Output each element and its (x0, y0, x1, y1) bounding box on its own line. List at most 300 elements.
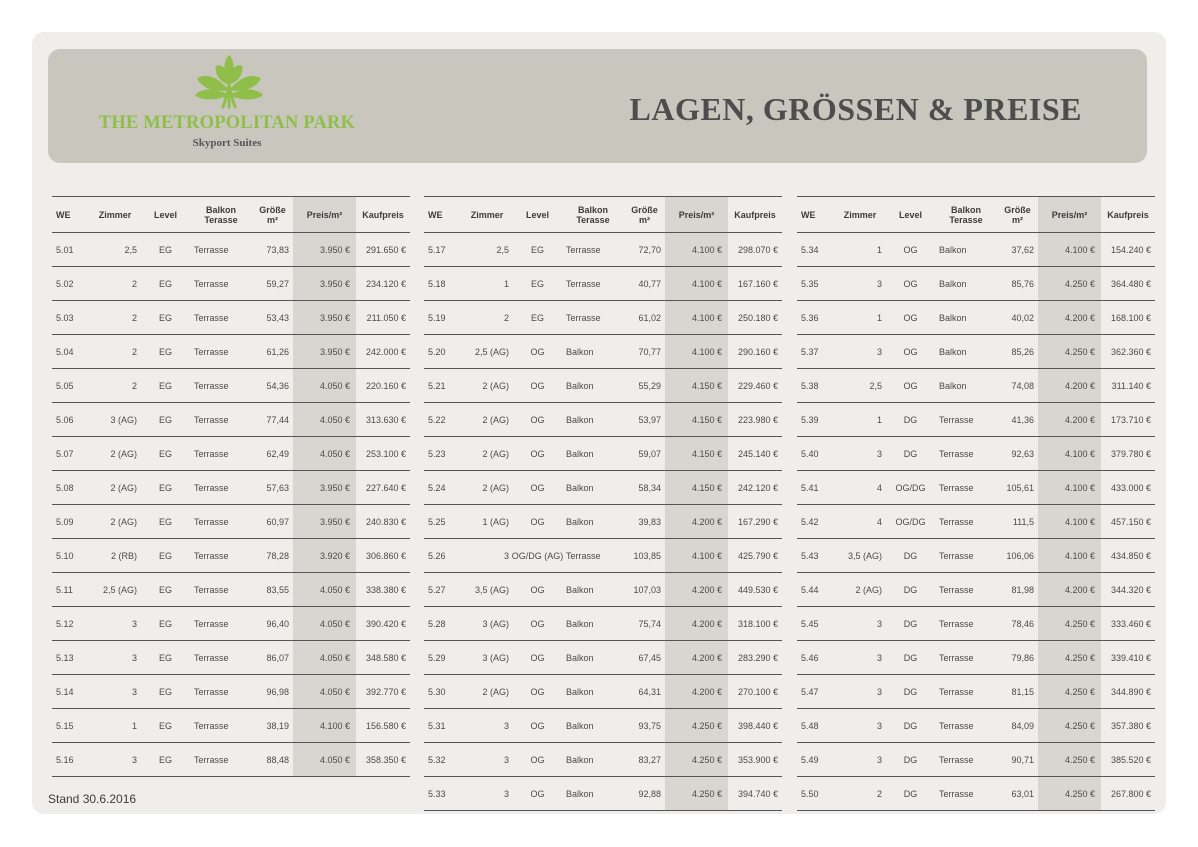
cell-kaufpreis: 173.710 € (1110, 414, 1151, 425)
cell-kaufpreis: 234.120 € (365, 278, 406, 289)
cell-level: EG (158, 448, 172, 459)
cell-zimmer: 3 (876, 686, 882, 697)
cell-level: OG (530, 346, 545, 357)
cell-kaufpreis: 392.770 € (365, 686, 406, 697)
cell-level: EG (158, 278, 172, 289)
cell-kaufpreis: 318.100 € (737, 618, 778, 629)
cell-preis: 4.100 € (665, 301, 728, 334)
cell-balkon: Terrasse (939, 720, 974, 731)
cell-zimmer: 3 (876, 754, 882, 765)
cell-groesse: 105,61 (1006, 482, 1034, 493)
cell-preis: 4.200 € (665, 641, 728, 674)
cell-groesse: 73,83 (266, 244, 289, 255)
cell-kaufpreis: 168.100 € (1110, 312, 1151, 323)
cell-kaufpreis: 267.800 € (1110, 788, 1151, 799)
table-row (424, 403, 782, 437)
cell-groesse: 81,98 (1011, 584, 1034, 595)
cell-we: 5.19 (428, 312, 446, 323)
cell-we: 5.32 (428, 754, 446, 765)
cell-preis: 4.100 € (293, 709, 356, 742)
cell-zimmer: 2 (AG) (482, 414, 509, 425)
column-header-kaufpreis: Kaufpreis (734, 209, 776, 220)
cell-we: 5.30 (428, 686, 446, 697)
cell-balkon: Terrasse (194, 312, 229, 323)
cell-level: OG (903, 346, 918, 357)
cell-groesse: 83,27 (638, 754, 661, 765)
cell-balkon: Terrasse (939, 652, 974, 663)
cell-preis: 4.250 € (665, 777, 728, 810)
cell-kaufpreis: 390.420 € (365, 618, 406, 629)
cell-preis: 4.200 € (665, 607, 728, 640)
cell-preis: 4.250 € (665, 709, 728, 742)
cell-groesse: 96,98 (266, 686, 289, 697)
cell-we: 5.15 (56, 720, 74, 731)
cell-preis: 4.200 € (1038, 403, 1101, 436)
cell-level: EG (530, 278, 544, 289)
cell-zimmer: 2 (AG) (110, 516, 137, 527)
cell-zimmer: 1 (876, 312, 882, 323)
cell-groesse: 61,02 (638, 312, 661, 323)
cell-we: 5.43 (801, 550, 819, 561)
column-header-kaufpreis: Kaufpreis (362, 209, 404, 220)
cell-groesse: 40,77 (638, 278, 661, 289)
cell-preis: 4.250 € (1038, 607, 1101, 640)
cell-preis: 4.250 € (1038, 641, 1101, 674)
table-row (424, 437, 782, 471)
table-row (424, 505, 782, 539)
cell-balkon: Terrasse (194, 414, 229, 425)
table-row (52, 437, 410, 471)
column-header-kaufpreis: Kaufpreis (1107, 209, 1149, 220)
cell-level: EG (158, 584, 172, 595)
cell-we: 5.11 (56, 584, 73, 595)
table-row (424, 675, 782, 709)
cell-balkon: Terrasse (194, 380, 229, 391)
cell-preis: 4.150 € (665, 437, 728, 470)
cell-groesse: 40,02 (1011, 312, 1034, 323)
cell-kaufpreis: 211.050 € (366, 312, 406, 323)
cell-balkon: Balkon (939, 346, 967, 357)
column-header-groesse: Größe m² (1004, 204, 1031, 225)
cell-level: OG/DG (AG) (511, 550, 564, 561)
cell-we: 5.42 (801, 516, 819, 527)
table-row (797, 539, 1155, 573)
cell-kaufpreis: 253.100 € (365, 448, 406, 459)
cell-level: DG (903, 550, 918, 561)
cell-preis: 3.950 € (293, 301, 356, 334)
column-header-balkon: Balkon Terasse (949, 204, 983, 225)
cell-preis: 4.150 € (665, 369, 728, 402)
cell-zimmer: 2 (AG) (110, 448, 137, 459)
cell-preis: 4.250 € (1038, 675, 1101, 708)
cell-groesse: 79,86 (1011, 652, 1034, 663)
cell-balkon: Terrasse (194, 346, 229, 357)
table-row (52, 335, 410, 369)
cell-zimmer: 3 (876, 448, 882, 459)
table-header-row (797, 196, 1155, 233)
cell-preis: 4.200 € (665, 675, 728, 708)
cell-groesse: 37,62 (1011, 244, 1034, 255)
cell-level: DG (903, 686, 918, 697)
cell-we: 5.04 (56, 346, 74, 357)
column-header-preis: Preis/m² (293, 197, 356, 232)
table-row (797, 675, 1155, 709)
cell-kaufpreis: 457.150 € (1110, 516, 1151, 527)
cell-groesse: 88,48 (266, 754, 289, 765)
cell-preis: 4.200 € (1038, 369, 1101, 402)
cell-zimmer: 3 (AG) (482, 652, 509, 663)
cell-level: OG (530, 686, 545, 697)
cell-preis: 4.200 € (665, 573, 728, 606)
cell-we: 5.14 (56, 686, 74, 697)
cell-we: 5.49 (801, 754, 819, 765)
table-row (797, 369, 1155, 403)
cell-level: EG (158, 346, 172, 357)
cell-level: OG (903, 244, 918, 255)
cell-zimmer: 3 (131, 652, 137, 663)
cell-level: EG (530, 244, 544, 255)
cell-groesse: 64,31 (638, 686, 661, 697)
cell-preis: 4.050 € (293, 573, 356, 606)
cell-kaufpreis: 245.140 € (737, 448, 778, 459)
cell-balkon: Terrasse (194, 516, 229, 527)
cell-preis: 4.050 € (293, 369, 356, 402)
cell-we: 5.48 (801, 720, 819, 731)
cell-zimmer: 2 (131, 278, 137, 289)
cell-we: 5.40 (801, 448, 819, 459)
cell-zimmer: 3,5 (AG) (474, 584, 509, 595)
cell-groesse: 57,63 (266, 482, 289, 493)
table-row (52, 403, 410, 437)
table-row (424, 777, 782, 811)
table-row (797, 335, 1155, 369)
cell-groesse: 78,46 (1011, 618, 1034, 629)
tree-logo-icon (193, 55, 265, 113)
cell-we: 5.01 (56, 244, 74, 255)
cell-we: 5.39 (801, 414, 819, 425)
cell-we: 5.47 (801, 686, 819, 697)
cell-kaufpreis: 358.350 € (365, 754, 406, 765)
cell-kaufpreis: 242.000 € (365, 346, 406, 357)
cell-zimmer: 2 (AG) (482, 482, 509, 493)
cell-groesse: 53,43 (266, 312, 289, 323)
cell-zimmer: 2 (RB) (110, 550, 137, 561)
column-header-zimmer: Zimmer (470, 209, 504, 220)
cell-kaufpreis: 227.640 € (365, 482, 406, 493)
cell-level: DG (903, 584, 918, 595)
cell-groesse: 92,63 (1011, 448, 1034, 459)
cell-groesse: 62,49 (266, 448, 289, 459)
cell-groesse: 83,55 (266, 584, 289, 595)
cell-balkon: Balkon (566, 720, 594, 731)
column-header-zimmer: Zimmer (843, 209, 877, 220)
table-row (797, 267, 1155, 301)
price-table-1 (52, 196, 410, 777)
cell-preis: 4.200 € (1038, 573, 1101, 606)
cell-preis: 4.100 € (665, 267, 728, 300)
cell-preis: 4.050 € (293, 607, 356, 640)
column-header-level: Level (153, 209, 177, 220)
price-table-2 (424, 196, 782, 811)
table-row (797, 437, 1155, 471)
cell-we: 5.22 (428, 414, 446, 425)
cell-balkon: Terrasse (939, 686, 974, 697)
cell-balkon: Terrasse (194, 618, 229, 629)
cell-zimmer: 2 (876, 788, 882, 799)
cell-level: OG (903, 380, 918, 391)
cell-kaufpreis: 364.480 € (1110, 278, 1151, 289)
cell-kaufpreis: 250.180 € (737, 312, 778, 323)
cell-kaufpreis: 344.320 € (1110, 584, 1151, 595)
cell-kaufpreis: 362.360 € (1110, 346, 1151, 357)
cell-preis: 4.100 € (665, 539, 728, 572)
cell-kaufpreis: 167.160 € (737, 278, 778, 289)
cell-groesse: 61,26 (266, 346, 289, 357)
cell-we: 5.16 (56, 754, 74, 765)
cell-groesse: 53,97 (638, 414, 661, 425)
cell-level: DG (903, 754, 918, 765)
cell-balkon: Terrasse (194, 244, 229, 255)
table-row (797, 573, 1155, 607)
cell-level: OG (530, 448, 545, 459)
table-row (797, 403, 1155, 437)
cell-we: 5.08 (56, 482, 74, 493)
table-row (797, 233, 1155, 267)
column-header-preis: Preis/m² (1038, 197, 1101, 232)
table-row (52, 675, 410, 709)
cell-kaufpreis: 306.860 € (365, 550, 406, 561)
cell-groesse: 38,19 (266, 720, 289, 731)
table-row (424, 709, 782, 743)
cell-groesse: 103,85 (633, 550, 661, 561)
cell-preis: 4.250 € (1038, 777, 1101, 810)
cell-level: EG (158, 652, 172, 663)
cell-zimmer: 2 (AG) (482, 686, 509, 697)
cell-zimmer: 2,5 (124, 244, 137, 255)
cell-kaufpreis: 434.850 € (1110, 550, 1151, 561)
column-header-zimmer: Zimmer (98, 209, 132, 220)
cell-level: DG (903, 720, 918, 731)
cell-balkon: Terrasse (939, 788, 974, 799)
table-row (52, 267, 410, 301)
table-row (797, 743, 1155, 777)
table-row (52, 505, 410, 539)
cell-level: DG (903, 414, 918, 425)
cell-groesse: 90,71 (1011, 754, 1034, 765)
cell-kaufpreis: 379.780 € (1110, 448, 1151, 459)
cell-preis: 4.050 € (293, 641, 356, 674)
cell-zimmer: 2 (AG) (482, 380, 509, 391)
cell-level: OG (530, 482, 545, 493)
table-row (424, 335, 782, 369)
cell-we: 5.17 (428, 244, 446, 255)
table-row (797, 607, 1155, 641)
table-row (52, 641, 410, 675)
cell-level: OG/DG (895, 516, 926, 527)
cell-zimmer: 3 (876, 346, 882, 357)
cell-zimmer: 1 (AG) (482, 516, 509, 527)
column-header-balkon: Balkon Terasse (576, 204, 610, 225)
cell-we: 5.33 (428, 788, 446, 799)
cell-level: DG (903, 618, 918, 629)
cell-zimmer: 2 (131, 312, 137, 323)
cell-balkon: Terrasse (194, 448, 229, 459)
cell-zimmer: 3 (AG) (110, 414, 137, 425)
cell-kaufpreis: 240.830 € (365, 516, 406, 527)
cell-kaufpreis: 229.460 € (737, 380, 778, 391)
cell-we: 5.05 (56, 380, 74, 391)
cell-preis: 4.200 € (1038, 301, 1101, 334)
cell-preis: 4.100 € (1038, 471, 1101, 504)
cell-we: 5.26 (428, 550, 446, 561)
cell-preis: 4.050 € (293, 675, 356, 708)
cell-level: EG (158, 550, 172, 561)
cell-zimmer: 2 (AG) (482, 448, 509, 459)
cell-balkon: Terrasse (194, 584, 229, 595)
column-header-preis: Preis/m² (665, 197, 728, 232)
cell-zimmer: 3 (131, 618, 137, 629)
cell-kaufpreis: 220.160 € (365, 380, 406, 391)
cell-level: EG (158, 312, 172, 323)
cell-preis: 4.250 € (1038, 267, 1101, 300)
cell-groesse: 96,40 (266, 618, 289, 629)
cell-kaufpreis: 425.790 € (737, 550, 778, 561)
cell-balkon: Terrasse (194, 482, 229, 493)
cell-level: EG (158, 414, 172, 425)
cell-kaufpreis: 270.100 € (737, 686, 778, 697)
cell-balkon: Terrasse (939, 414, 974, 425)
cell-zimmer: 1 (503, 278, 509, 289)
cell-zimmer: 3 (503, 550, 509, 561)
cell-preis: 3.950 € (293, 505, 356, 538)
cell-kaufpreis: 167.290 € (737, 516, 778, 527)
cell-balkon: Terrasse (194, 550, 229, 561)
cell-balkon: Balkon (566, 516, 594, 527)
cell-balkon: Balkon (566, 448, 594, 459)
cell-zimmer: 2 (AG) (110, 482, 137, 493)
table-row (424, 539, 782, 573)
cell-level: OG (530, 516, 545, 527)
cell-zimmer: 3 (503, 754, 509, 765)
cell-balkon: Balkon (566, 754, 594, 765)
cell-balkon: Terrasse (566, 278, 601, 289)
cell-preis: 4.100 € (665, 335, 728, 368)
cell-we: 5.03 (56, 312, 74, 323)
cell-groesse: 111,5 (1012, 516, 1034, 527)
cell-groesse: 107,03 (633, 584, 661, 595)
cell-zimmer: 4 (876, 482, 882, 493)
cell-we: 5.46 (801, 652, 819, 663)
cell-balkon: Terrasse (939, 482, 974, 493)
cell-zimmer: 2 (503, 312, 509, 323)
cell-level: EG (158, 380, 172, 391)
cell-groesse: 63,01 (1011, 788, 1034, 799)
cell-preis: 3.950 € (293, 471, 356, 504)
column-header-groesse: Größe m² (259, 204, 286, 225)
cell-zimmer: 2,5 (496, 244, 509, 255)
cell-we: 5.36 (801, 312, 819, 323)
cell-preis: 4.250 € (1038, 335, 1101, 368)
cell-groesse: 81,15 (1011, 686, 1034, 697)
cell-balkon: Terrasse (194, 720, 229, 731)
cell-groesse: 78,28 (266, 550, 289, 561)
cell-balkon: Balkon (566, 346, 594, 357)
cell-kaufpreis: 333.460 € (1110, 618, 1151, 629)
cell-level: EG (158, 686, 172, 697)
table-row (424, 301, 782, 335)
page-title: LAGEN, GRÖSSEN & PREISE (629, 91, 1082, 127)
cell-balkon: Terrasse (194, 754, 229, 765)
cell-groesse: 60,97 (266, 516, 289, 527)
cell-balkon: Terrasse (194, 686, 229, 697)
cell-kaufpreis: 223.980 € (737, 414, 778, 425)
cell-we: 5.09 (56, 516, 74, 527)
cell-we: 5.07 (56, 448, 74, 459)
table-row (797, 301, 1155, 335)
cell-preis: 4.100 € (1038, 437, 1101, 470)
cell-zimmer: 3 (AG) (482, 618, 509, 629)
cell-we: 5.18 (428, 278, 446, 289)
cell-balkon: Balkon (566, 686, 594, 697)
cell-we: 5.50 (801, 788, 819, 799)
cell-we: 5.10 (56, 550, 74, 561)
cell-preis: 4.250 € (665, 743, 728, 776)
cell-groesse: 54,36 (266, 380, 289, 391)
cell-groesse: 75,74 (638, 618, 661, 629)
cell-groesse: 93,75 (638, 720, 661, 731)
cell-kaufpreis: 433.000 € (1110, 482, 1151, 493)
table-row (424, 641, 782, 675)
cell-level: OG (530, 652, 545, 663)
cell-preis: 3.950 € (293, 233, 356, 266)
column-header-level: Level (525, 209, 549, 220)
cell-kaufpreis: 313.630 € (365, 414, 406, 425)
cell-groesse: 86,07 (266, 652, 289, 663)
cell-zimmer: 2 (131, 346, 137, 357)
cell-preis: 4.050 € (293, 403, 356, 436)
cell-balkon: Balkon (566, 414, 594, 425)
cell-we: 5.06 (56, 414, 74, 425)
cell-kaufpreis: 290.160 € (737, 346, 778, 357)
cell-preis: 4.100 € (1038, 505, 1101, 538)
cell-kaufpreis: 385.520 € (1110, 754, 1151, 765)
cell-we: 5.38 (801, 380, 819, 391)
cell-balkon: Balkon (566, 584, 594, 595)
cell-we: 5.20 (428, 346, 446, 357)
cell-level: EG (158, 720, 172, 731)
cell-kaufpreis: 348.580 € (365, 652, 406, 663)
cell-level: OG (530, 414, 545, 425)
cell-preis: 4.050 € (293, 437, 356, 470)
cell-preis: 4.200 € (665, 505, 728, 538)
cell-level: OG (903, 312, 918, 323)
table-row (424, 233, 782, 267)
cell-we: 5.13 (56, 652, 74, 663)
cell-zimmer: 3 (503, 720, 509, 731)
table-row (797, 777, 1155, 811)
table-row (424, 267, 782, 301)
cell-balkon: Terrasse (939, 516, 974, 527)
cell-kaufpreis: 353.900 € (737, 754, 778, 765)
cell-groesse: 70,77 (638, 346, 661, 357)
cell-balkon: Terrasse (566, 312, 601, 323)
table-row (797, 505, 1155, 539)
cell-preis: 4.250 € (1038, 709, 1101, 742)
table-row (52, 743, 410, 777)
cell-we: 5.29 (428, 652, 446, 663)
cell-we: 5.45 (801, 618, 819, 629)
cell-groesse: 55,29 (638, 380, 661, 391)
